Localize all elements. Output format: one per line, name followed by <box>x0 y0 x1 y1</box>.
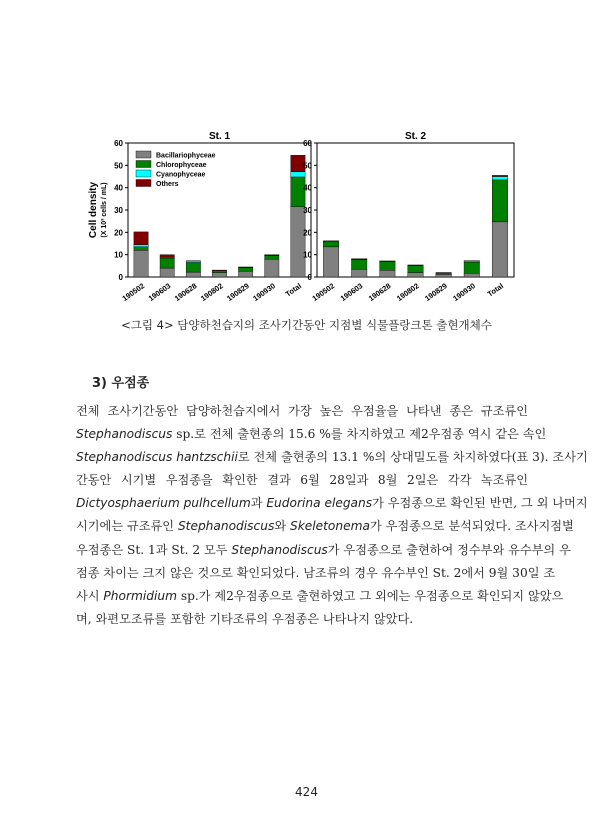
paragraph-line <box>76 608 528 631</box>
body-paragraph <box>76 400 588 631</box>
legend-label: Others <box>156 181 179 188</box>
text-segment: 사시 <box>76 588 104 603</box>
species-name: Stephanodiscus <box>76 427 173 442</box>
x-tick-label: Total <box>283 281 304 299</box>
paragraph-line <box>76 492 588 515</box>
bar-segment-bacillariophyceae <box>186 272 200 277</box>
bar-segment-bacillariophyceae <box>134 250 148 277</box>
species-name: Stephanodiscus <box>231 542 328 557</box>
bar-segment-others <box>351 259 366 260</box>
legend-swatch <box>136 151 151 158</box>
bar-segment-cyanophyceae <box>134 245 148 247</box>
text-segment: 우점종은 St. 1과 St. 2 모두 <box>76 542 232 557</box>
species-name: Eudorina elegans <box>266 496 373 511</box>
y-tick-label: 50 <box>303 161 312 171</box>
bar-segment-chlorophyceae <box>212 271 226 273</box>
text-segment: 로 전체 출현종의 13.1 %의 상대밀도를 차지하였다(표 3). 조사기 <box>237 450 588 465</box>
bar-segment-chlorophyceae <box>323 241 338 247</box>
paragraph-line <box>76 585 564 608</box>
bar-segment-others <box>212 270 226 271</box>
paragraph-line <box>76 446 588 469</box>
x-tick-label: 190802 <box>394 281 421 303</box>
bar-segment-chlorophyceae <box>408 265 423 272</box>
figure-caption: <그림 4> 담양하천습지의 조사기간동안 지점별 식물플랑크톤 출현개체수 <box>121 318 492 332</box>
y-tick-label: 40 <box>303 183 312 193</box>
y-tick-label: 30 <box>303 206 312 215</box>
y-tick-label: 0 <box>307 273 312 282</box>
bar-segment-cyanophyceae <box>186 261 200 263</box>
y-axis-label: Cell density <box>88 181 99 239</box>
species-name: Skeletonema <box>289 519 370 534</box>
legend-swatch <box>136 170 151 177</box>
y-tick-label: 60 <box>114 139 123 148</box>
y-tick-label: 40 <box>114 183 123 193</box>
legend-label: Chlorophyceae <box>156 162 207 169</box>
bar-segment-chlorophyceae <box>265 256 279 259</box>
bar-segment-chlorophyceae <box>380 261 395 270</box>
bar-segment-bacillariophyceae <box>408 273 423 277</box>
y-tick-label: 10 <box>303 250 312 260</box>
text-segment: 가 우점종으로 분석되었다. 조사지점별 <box>369 519 574 534</box>
x-tick-label: 190930 <box>251 281 277 303</box>
plot-frame <box>317 143 514 277</box>
chart-title: St. 2 <box>404 131 427 142</box>
bar-segment-bacillariophyceae <box>265 259 279 277</box>
text-segment: 점종 차이는 크지 않은 것으로 확인되었다. 남조류의 경우 유수부인 St. 2에서 9월 30일 조 <box>76 565 556 580</box>
section-heading: 3) 우점종 <box>92 376 150 391</box>
bar-segment-chlorophyceae <box>134 247 148 250</box>
y-tick-label: 20 <box>303 228 312 238</box>
legend-swatch <box>136 180 151 187</box>
bar-segment-bacillariophyceae <box>291 207 305 277</box>
text-segment: 며, 와편모조류를 포함한 기타조류의 우점종은 나타나지 않았다. <box>76 611 414 626</box>
y-tick-label: 50 <box>114 161 123 171</box>
y-tick-label: 0 <box>118 273 123 282</box>
bar-segment-chlorophyceae <box>492 180 507 222</box>
text-segment: sp.가 제2우점종으로 출현하였고 그 외에는 우점종으로 확인되지 않았으 <box>176 588 564 603</box>
paragraph-line <box>76 515 574 538</box>
bar-segment-others <box>160 255 174 258</box>
text-segment: 전체 조사기간동안 담양하천습지에서 가장 높은 우점율을 나타낸 종은 규조류인 <box>76 404 528 418</box>
bar-segment-others <box>134 232 148 245</box>
cell-density-chart <box>0 0 613 315</box>
paragraph-line <box>76 423 547 446</box>
y-tick-label: 10 <box>114 250 123 260</box>
x-tick-label: Total <box>485 281 506 299</box>
bar-segment-bacillariophyceae <box>464 273 479 277</box>
bar-segment-bacillariophyceae <box>238 271 252 277</box>
bar-segment-others <box>265 255 279 256</box>
legend-label: Cyanophyceae <box>156 171 206 179</box>
text-segment: 과 <box>250 496 267 511</box>
species-name: Stephanodiscus hantzschii <box>76 450 238 465</box>
x-tick-label: 190628 <box>172 281 199 303</box>
text-segment: sp.로 전체 출현종의 15.6 %를 차지하였고 제2우점종 역시 같은 속인 <box>172 427 547 442</box>
legend-swatch <box>136 161 151 168</box>
x-tick-label: 190502 <box>310 281 337 303</box>
bar-segment-bacillariophyceae <box>380 270 395 277</box>
bar-segment-chlorophyceae <box>238 267 252 271</box>
chart-title: St. 1 <box>208 131 231 142</box>
x-tick-label: 190628 <box>366 281 393 303</box>
x-tick-label: 190802 <box>198 281 225 303</box>
bar-segment-cyanophyceae <box>492 177 507 180</box>
bar-segment-bacillariophyceae <box>492 222 507 277</box>
x-tick-label: 190502 <box>120 281 147 303</box>
legend-label: Bacillariophyceae <box>156 152 216 160</box>
y-tick-label: 30 <box>114 206 123 215</box>
bar-segment-bacillariophyceae <box>436 274 451 277</box>
text-segment: 가 우점종으로 출현하여 정수부와 유수부의 우 <box>327 542 571 557</box>
paragraph-line <box>76 469 528 492</box>
y-tick-label: 60 <box>303 139 312 148</box>
bar-segment-bacillariophyceae <box>351 269 366 277</box>
bar-segment-others <box>492 175 507 176</box>
species-name: Stephanodiscus <box>177 519 275 534</box>
text-segment: 간동안 시기별 우점종을 확인한 결과 6월 28일과 8월 2일은 각각 녹조류인 <box>76 473 528 488</box>
bar-segment-cyanophyceae <box>291 172 305 177</box>
bar-segment-bacillariophyceae <box>212 273 226 277</box>
species-name: Dictyosphaerium pulhcellum <box>76 496 251 511</box>
x-tick-label: 190603 <box>146 281 173 303</box>
bar-segment-chlorophyceae <box>186 262 200 272</box>
text-segment: 와 <box>274 519 290 534</box>
paragraph-line <box>76 562 556 585</box>
x-tick-label: 190829 <box>423 281 449 303</box>
species-name: Phormidium <box>103 588 177 603</box>
y-axis-unit: (X 10³ cells / mL) <box>101 182 108 238</box>
paragraph-line <box>76 400 528 423</box>
bar-segment-chlorophyceae <box>464 262 479 273</box>
bar-segment-chlorophyceae <box>160 258 174 268</box>
bar-segment-chlorophyceae <box>351 260 366 270</box>
y-tick-label: 20 <box>114 228 123 238</box>
bar-segment-bacillariophyceae <box>160 268 174 277</box>
text-segment: 시기에는 규조류인 <box>76 519 178 534</box>
x-tick-label: 190829 <box>225 281 251 303</box>
paragraph-line <box>76 539 571 562</box>
page-number: 424 <box>295 785 318 799</box>
bar-segment-bacillariophyceae <box>323 247 338 277</box>
x-tick-label: 190603 <box>338 281 365 303</box>
bar-segment-chlorophyceae <box>436 273 451 274</box>
text-segment: 가 우점종으로 확인된 반면, 그 외 나머지 <box>372 496 588 511</box>
x-tick-label: 190930 <box>451 281 477 303</box>
